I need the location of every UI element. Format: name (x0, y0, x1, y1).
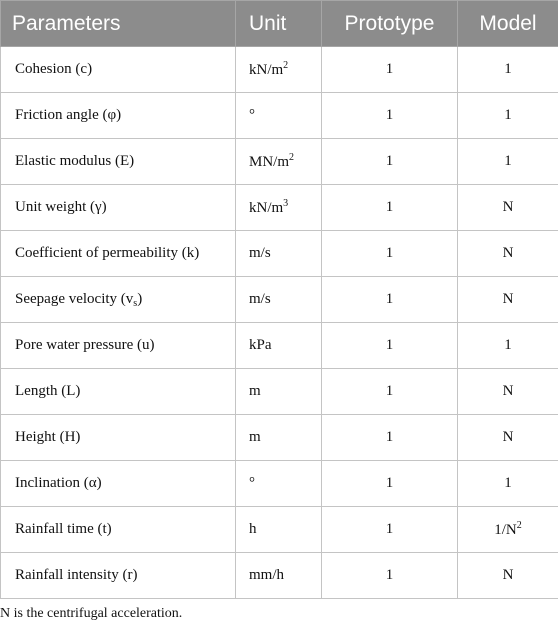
unit-cell: mm/h (236, 553, 322, 599)
unit-cell: m/s (236, 231, 322, 277)
unit-cell: ° (236, 93, 322, 139)
table-row (1, 507, 558, 553)
prototype-cell: 1 (322, 47, 458, 93)
prototype-cell: 1 (322, 323, 458, 369)
table-footnote: N is the centrifugal acceleration. (0, 606, 183, 621)
table-row (1, 553, 558, 599)
prototype-cell: 1 (322, 507, 458, 553)
param-cell: Inclination (α) (1, 461, 236, 507)
prototype-cell: 1 (322, 415, 458, 461)
unit-superscript: 2 (289, 152, 295, 163)
model-cell: N (458, 553, 558, 599)
unit-cell: m (236, 415, 322, 461)
model-cell: N (458, 231, 558, 277)
param-cell: Height (H) (1, 415, 236, 461)
prototype-cell: 1 (322, 139, 458, 185)
model-cell: 1 (458, 47, 558, 93)
param-cell: Length (L) (1, 369, 236, 415)
unit-cell: ° (236, 461, 322, 507)
table-row (1, 369, 558, 415)
unit-cell (236, 139, 322, 185)
unit-cell: h (236, 507, 322, 553)
model-cell: N (458, 369, 558, 415)
model-cell: 1 (458, 93, 558, 139)
header-prototype: Prototype (322, 1, 458, 47)
param-subscript: s (133, 297, 138, 309)
prototype-cell: 1 (322, 231, 458, 277)
unit-text: kN/m (249, 62, 284, 78)
prototype-cell: 1 (322, 277, 458, 323)
table-row (1, 323, 558, 369)
unit-cell (236, 185, 322, 231)
model-cell: 1 (458, 139, 558, 185)
unit-superscript: 2 (283, 60, 289, 71)
table-header (1, 1, 558, 47)
prototype-cell: 1 (322, 93, 458, 139)
prototype-cell: 1 (322, 185, 458, 231)
model-superscript: 2 (516, 520, 522, 531)
prototype-cell: 1 (322, 461, 458, 507)
header-parameters: Parameters (1, 1, 236, 47)
header-unit: Unit (236, 1, 322, 47)
model-cell: N (458, 415, 558, 461)
model-text: 1/N (494, 522, 517, 538)
table-row (1, 93, 558, 139)
table-row (1, 277, 558, 323)
unit-cell: kPa (236, 323, 322, 369)
table-body (1, 47, 558, 599)
table-row (1, 415, 558, 461)
prototype-cell: 1 (322, 369, 458, 415)
param-cell: Rainfall intensity (r) (1, 553, 236, 599)
table-row (1, 231, 558, 277)
param-cell: Unit weight (γ) (1, 185, 236, 231)
header-model: Model (458, 1, 558, 47)
unit-cell: m (236, 369, 322, 415)
prototype-cell: 1 (322, 553, 458, 599)
unit-text: MN/m (249, 154, 290, 170)
header-row (1, 1, 558, 47)
param-text-closing: ) (137, 290, 143, 307)
table-row (1, 139, 558, 185)
param-cell: Coefficient of permeability (k) (1, 231, 236, 277)
param-cell: Pore water pressure (u) (1, 323, 236, 369)
param-text: Seepage velocity (v (15, 290, 134, 307)
model-cell: N (458, 185, 558, 231)
model-cell (458, 507, 558, 553)
table-row (1, 185, 558, 231)
unit-superscript: 3 (283, 198, 289, 209)
unit-cell (236, 47, 322, 93)
unit-cell: m/s (236, 277, 322, 323)
param-cell (1, 277, 236, 323)
unit-text: kN/m (249, 200, 284, 216)
table-row (1, 461, 558, 507)
model-cell: 1 (458, 461, 558, 507)
param-cell: Friction angle (φ) (1, 93, 236, 139)
param-cell: Elastic modulus (E) (1, 139, 236, 185)
param-cell: Rainfall time (t) (1, 507, 236, 553)
model-cell: 1 (458, 323, 558, 369)
model-cell: N (458, 277, 558, 323)
param-cell: Cohesion (c) (1, 47, 236, 93)
table-row (1, 47, 558, 93)
